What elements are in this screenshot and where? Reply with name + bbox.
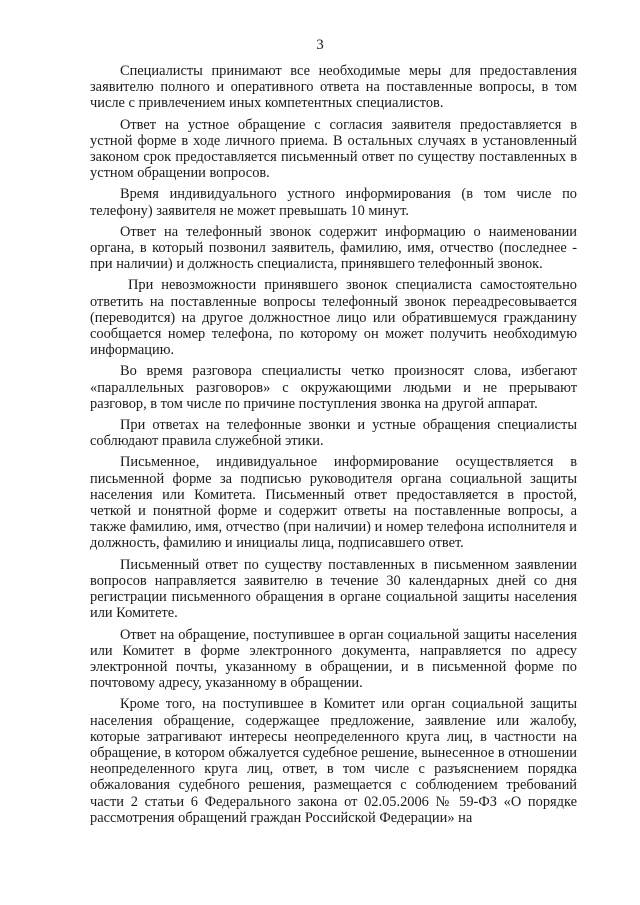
paragraph-oral-response: Ответ на устное обращение с согласия заявителя предоставляется в устной форме в ходе личного приема. В остальных случаях в установленный законом срок предоставляется письменный ответ по существу поставленных в устном обращении вопросов.	[90, 116, 577, 182]
paragraph-written-deadline: Письменный ответ по существу поставленных в письменном заявлении вопросов направляется заявителю в течение 30 календарных дней со дня регистрации письменного обращения в органе социальной защиты населения или Комитете.	[90, 556, 577, 622]
paragraph-oral-time-limit: Время индивидуального устного информирования (в том числе по телефону) заявителя не может превышать 10 минут.	[90, 186, 577, 219]
paragraph-specialists-measures: Специалисты принимают все необходимые меры для предоставления заявителю полного и оперативного ответа на поставленные вопросы, в том числе с привлечением иных компетентных специалистов.	[90, 63, 577, 112]
paragraph-electronic-response: Ответ на обращение, поступившее в орган социальной защиты населения или Комитет в форме электронного документа, направляется по адресу электронной почты, указанному в обращении, и в письменной форме по почтовому адресу, указанному в обращении.	[90, 626, 577, 692]
paragraph-written-informing: Письменное, индивидуальное информирование осуществляется в письменной форме за подписью руководителя органа социальной защиты населения или Комитета. Письменный ответ предоставляется в простой, четкой и понятной форме и содержит ответы на поставленные вопросы, а также фамилию, имя, отчество (при наличии) и номер телефона исполнителя и должность, фамилию и инициалы лица, подписавшего ответ.	[90, 454, 577, 552]
paragraph-indefinite-persons: Кроме того, на поступившее в Комитет или орган социальной защиты населения обращение, содержащее предложение, заявление или жалобу, которые затрагивают интересы неопределенного круга лиц, в частности на обращение, в котором обжалуется судебное решение, вынесенное в отношении неопределенного круга лиц, ответ, в том числе с разъяснением порядка обжалования судебного решения, размещается с соблюдением требований части 2 статьи 6 Федерального закона от 02.05.2006 № 59-ФЗ «О порядке рассмотрения обращений граждан Российской Федерации» на	[90, 696, 577, 826]
paragraph-service-ethics: При ответах на телефонные звонки и устные обращения специалисты соблюдают правила служебной этики.	[90, 417, 577, 450]
page-number: 3	[316, 37, 324, 53]
document-body	[90, 63, 577, 830]
paragraph-phone-answer-content: Ответ на телефонный звонок содержит информацию о наименовании органа, в который позвонил заявитель, фамилию, имя, отчество (последнее - при наличии) и должность специалиста, принявшего телефонный звонок.	[90, 223, 577, 273]
paragraph-call-redirect: При невозможности принявшего звонок специалиста самостоятельно ответить на поставленные вопросы телефонный звонок переадресовывается (переводится) на другое должностное лицо или обратившемуся гражданину сообщается номер телефона, по которому он может получить необходимую информацию.	[90, 277, 577, 359]
paragraph-conversation-rules: Во время разговора специалисты четко произносят слова, избегают «параллельных разговоров» с окружающими людьми и не прерывают разговор, в том числе по причине поступления звонка на другой аппарат.	[90, 363, 577, 412]
